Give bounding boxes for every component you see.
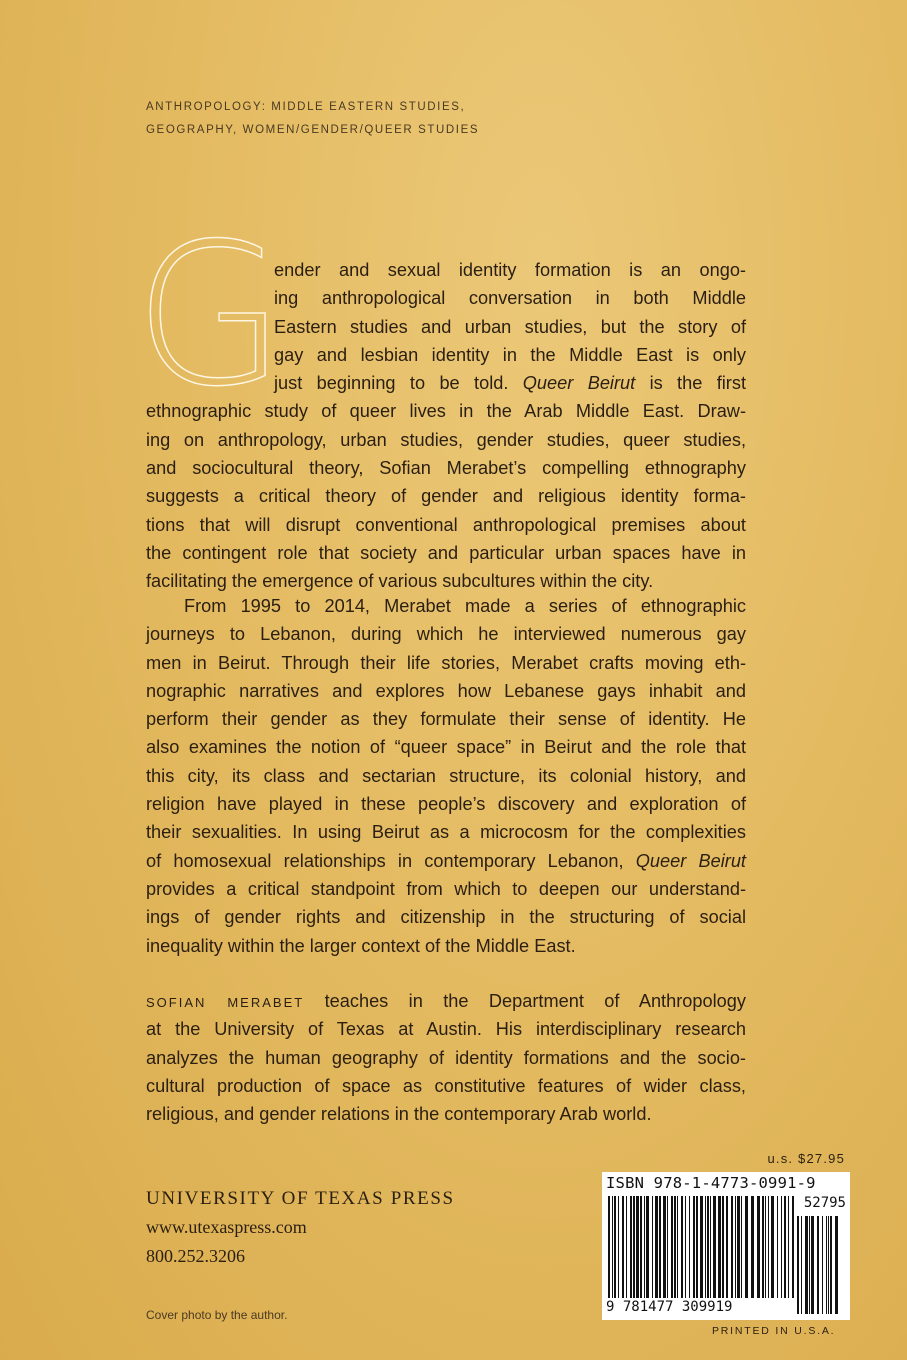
barcode-bar bbox=[722, 1196, 724, 1298]
barcode-bars bbox=[602, 1172, 850, 1320]
barcode-bar bbox=[737, 1196, 740, 1298]
barcode-bar bbox=[784, 1196, 786, 1298]
text-segment: facilitating the emergence of various subcultures within the city. bbox=[146, 571, 654, 592]
text-line bbox=[274, 284, 746, 312]
text-segment: religion have played in these people’s discovery and exploration of bbox=[146, 794, 746, 815]
barcode-bar bbox=[805, 1216, 808, 1314]
barcode-bar bbox=[726, 1196, 728, 1298]
publisher-phone: 800.252.3206 bbox=[146, 1246, 245, 1266]
barcode-bar bbox=[792, 1196, 794, 1298]
text-line bbox=[146, 1044, 746, 1072]
barcode-bar bbox=[735, 1196, 736, 1298]
subject-line-1: ANTHROPOLOGY: MIDDLE EASTERN STUDIES, bbox=[146, 101, 466, 113]
isbn-barcode bbox=[602, 1172, 850, 1320]
book-title-italic: Queer Beirut bbox=[635, 850, 746, 871]
text-line bbox=[146, 620, 746, 648]
barcode-bar bbox=[718, 1196, 721, 1298]
barcode-bar bbox=[693, 1196, 695, 1298]
text-segment: religious, and gender relations in the contemporary Arab world. bbox=[146, 1104, 652, 1125]
barcode-bar bbox=[757, 1196, 760, 1298]
text-line bbox=[146, 790, 746, 818]
text-segment: nographic narratives and explores how Lebanese gays inhabit and bbox=[146, 680, 746, 701]
barcode-bar bbox=[674, 1196, 676, 1298]
barcode-bar bbox=[713, 1196, 716, 1298]
publisher-website: www.utexaspress.com bbox=[146, 1217, 307, 1237]
text-segment: is the first bbox=[635, 373, 746, 394]
barcode-bar bbox=[781, 1196, 782, 1298]
text-segment: ing on anthropology, urban studies, gender studies, queer studies, bbox=[146, 429, 746, 450]
text-line bbox=[146, 511, 746, 539]
text-segment: ings of gender rights and citizenship in the structuring of social bbox=[146, 907, 746, 928]
barcode-bar bbox=[681, 1196, 683, 1298]
barcode-bar bbox=[622, 1196, 624, 1298]
text-line bbox=[146, 677, 746, 705]
text-line bbox=[146, 847, 746, 875]
barcode-bar bbox=[618, 1196, 619, 1298]
text-segment: their sexualities. In using Beirut as a microcosm for the complexities bbox=[146, 822, 746, 843]
barcode-bar bbox=[612, 1196, 613, 1298]
barcode-bar bbox=[826, 1216, 827, 1314]
text-segment: ender and sexual identity formation is an ongo- bbox=[274, 260, 746, 280]
text-segment: suggests a critical theory of gender and religious identity forma- bbox=[146, 486, 746, 507]
text-segment: cultural production of space as constitutive features of wider class, bbox=[146, 1075, 746, 1096]
barcode-bar bbox=[646, 1196, 649, 1298]
text-segment: of homosexual relationships in contemporary Lebanon, bbox=[146, 850, 636, 871]
description-paragraph-1 bbox=[146, 256, 746, 596]
text-line bbox=[274, 256, 746, 284]
barcode-bar bbox=[777, 1196, 778, 1298]
barcode-bar bbox=[809, 1216, 810, 1314]
barcode-bar bbox=[741, 1196, 742, 1298]
text-line bbox=[146, 454, 746, 482]
barcode-bar bbox=[751, 1196, 754, 1298]
text-line bbox=[146, 903, 746, 931]
barcode-bar bbox=[707, 1196, 709, 1298]
drop-cap: G bbox=[134, 202, 286, 430]
text-segment: provides a critical standpoint from which to deepen our understand- bbox=[146, 878, 746, 899]
barcode-bar bbox=[677, 1196, 678, 1298]
cover-credit: Cover photo by the author. bbox=[146, 1308, 288, 1322]
barcode-bar bbox=[655, 1196, 658, 1298]
text-segment: this city, its class and sectarian structure, its colonial history, and bbox=[146, 765, 746, 786]
barcode-bar bbox=[636, 1196, 639, 1298]
barcode-bar bbox=[731, 1196, 733, 1298]
barcode-bar bbox=[771, 1196, 774, 1298]
barcode-bar bbox=[797, 1216, 799, 1314]
barcode-bar bbox=[768, 1196, 769, 1298]
author-bio bbox=[146, 987, 746, 1128]
text-segment: gay and lesbian identity in the Middle East is only bbox=[274, 344, 746, 365]
text-line bbox=[146, 733, 746, 761]
barcode-bar bbox=[822, 1216, 823, 1314]
text-segment: also examines the notion of “queer space” in Beirut and the role that bbox=[146, 737, 746, 758]
text-line bbox=[146, 539, 746, 567]
subject-line-2: GEOGRAPHY, WOMEN/GENDER/QUEER STUDIES bbox=[146, 124, 480, 136]
publisher-name: UNIVERSITY OF TEXAS PRESS bbox=[146, 1188, 455, 1209]
barcode-bar bbox=[828, 1216, 829, 1314]
barcode-bar bbox=[689, 1196, 690, 1298]
barcode-bar bbox=[745, 1196, 748, 1298]
text-line bbox=[146, 1072, 746, 1100]
text-line bbox=[274, 341, 746, 369]
barcode-bar bbox=[817, 1216, 819, 1314]
text-line bbox=[146, 1100, 746, 1128]
text-line bbox=[184, 592, 746, 620]
text-segment: men in Beirut. Through their life stories, Merabet crafts moving eth- bbox=[146, 652, 746, 673]
barcode-bar bbox=[830, 1216, 832, 1314]
barcode-bar bbox=[700, 1196, 703, 1298]
barcode-bar bbox=[835, 1216, 838, 1314]
price: u.s. $27.95 bbox=[767, 1151, 845, 1166]
author-name: SOFIAN MERABET bbox=[146, 995, 305, 1010]
barcode-digits: 9 781477 309919 bbox=[606, 1299, 733, 1315]
text-segment: tions that will disrupt conventional anthropological premises about bbox=[146, 514, 746, 535]
text-line bbox=[146, 426, 746, 454]
barcode-bar bbox=[667, 1196, 668, 1298]
barcode-bar bbox=[630, 1196, 632, 1298]
barcode-bar bbox=[652, 1196, 653, 1298]
barcode-bar bbox=[633, 1196, 635, 1298]
text-segment: journeys to Lebanon, during which he interviewed numerous gay bbox=[146, 624, 746, 645]
text-segment: just beginning to be told. bbox=[274, 373, 523, 394]
text-segment: at the University of Texas at Austin. His interdisciplinary research bbox=[146, 1019, 746, 1040]
barcode-bar bbox=[696, 1196, 698, 1298]
description-paragraph-2 bbox=[146, 592, 746, 960]
text-segment: and sociocultural theory, Sofian Merabet’s compelling ethnography bbox=[146, 458, 746, 479]
barcode-bar bbox=[659, 1196, 661, 1298]
barcode-addon-digits: 52795 bbox=[803, 1195, 846, 1211]
text-line bbox=[146, 1015, 746, 1043]
text-line bbox=[146, 705, 746, 733]
isbn-label: ISBN 978-1-4773-0991-9 bbox=[606, 1174, 816, 1192]
barcode-bar bbox=[663, 1196, 666, 1298]
text-line bbox=[146, 762, 746, 790]
text-segment: teaches in the Department of Anthropology bbox=[304, 991, 746, 1011]
text-line bbox=[146, 875, 746, 903]
text-line bbox=[146, 932, 746, 960]
text-segment: the contingent role that society and particular urban spaces have in bbox=[146, 542, 746, 563]
text-line bbox=[274, 369, 746, 397]
barcode-bar bbox=[644, 1196, 645, 1298]
barcode-bar bbox=[788, 1196, 789, 1298]
text-segment: ethnographic study of queer lives in the Arab Middle East. Draw- bbox=[146, 401, 746, 422]
text-segment: ing anthropological conversation in both Middle bbox=[274, 288, 746, 309]
barcode-bar bbox=[765, 1196, 766, 1298]
text-line bbox=[146, 649, 746, 677]
text-segment: From 1995 to 2014, Merabet made a series of ethnographic bbox=[184, 596, 746, 616]
text-line bbox=[146, 397, 746, 425]
barcode-bar bbox=[710, 1196, 711, 1298]
barcode-bar bbox=[626, 1196, 627, 1298]
text-segment: perform their gender as they formulate their sense of identity. He bbox=[146, 709, 746, 730]
barcode-bar bbox=[801, 1216, 802, 1314]
text-segment: inequality within the larger context of the Middle East. bbox=[146, 935, 576, 956]
text-line bbox=[274, 313, 746, 341]
barcode-bar bbox=[685, 1196, 686, 1298]
printed-in: PRINTED IN U.S.A. bbox=[712, 1325, 836, 1337]
text-segment: Eastern studies and urban studies, but the story of bbox=[274, 316, 746, 337]
barcode-bar bbox=[614, 1196, 616, 1298]
barcode-bar bbox=[705, 1196, 706, 1298]
subject-categories bbox=[146, 96, 479, 142]
text-line bbox=[146, 818, 746, 846]
barcode-bar bbox=[671, 1196, 673, 1298]
barcode-bar bbox=[811, 1216, 814, 1314]
book-title-italic: Queer Beirut bbox=[522, 373, 636, 394]
barcode-bar bbox=[762, 1196, 764, 1298]
text-segment: analyzes the human geography of identity formations and the socio- bbox=[146, 1047, 746, 1068]
barcode-bar bbox=[608, 1196, 610, 1298]
text-line bbox=[146, 987, 746, 1015]
barcode-bar bbox=[640, 1196, 642, 1298]
text-line bbox=[146, 482, 746, 510]
